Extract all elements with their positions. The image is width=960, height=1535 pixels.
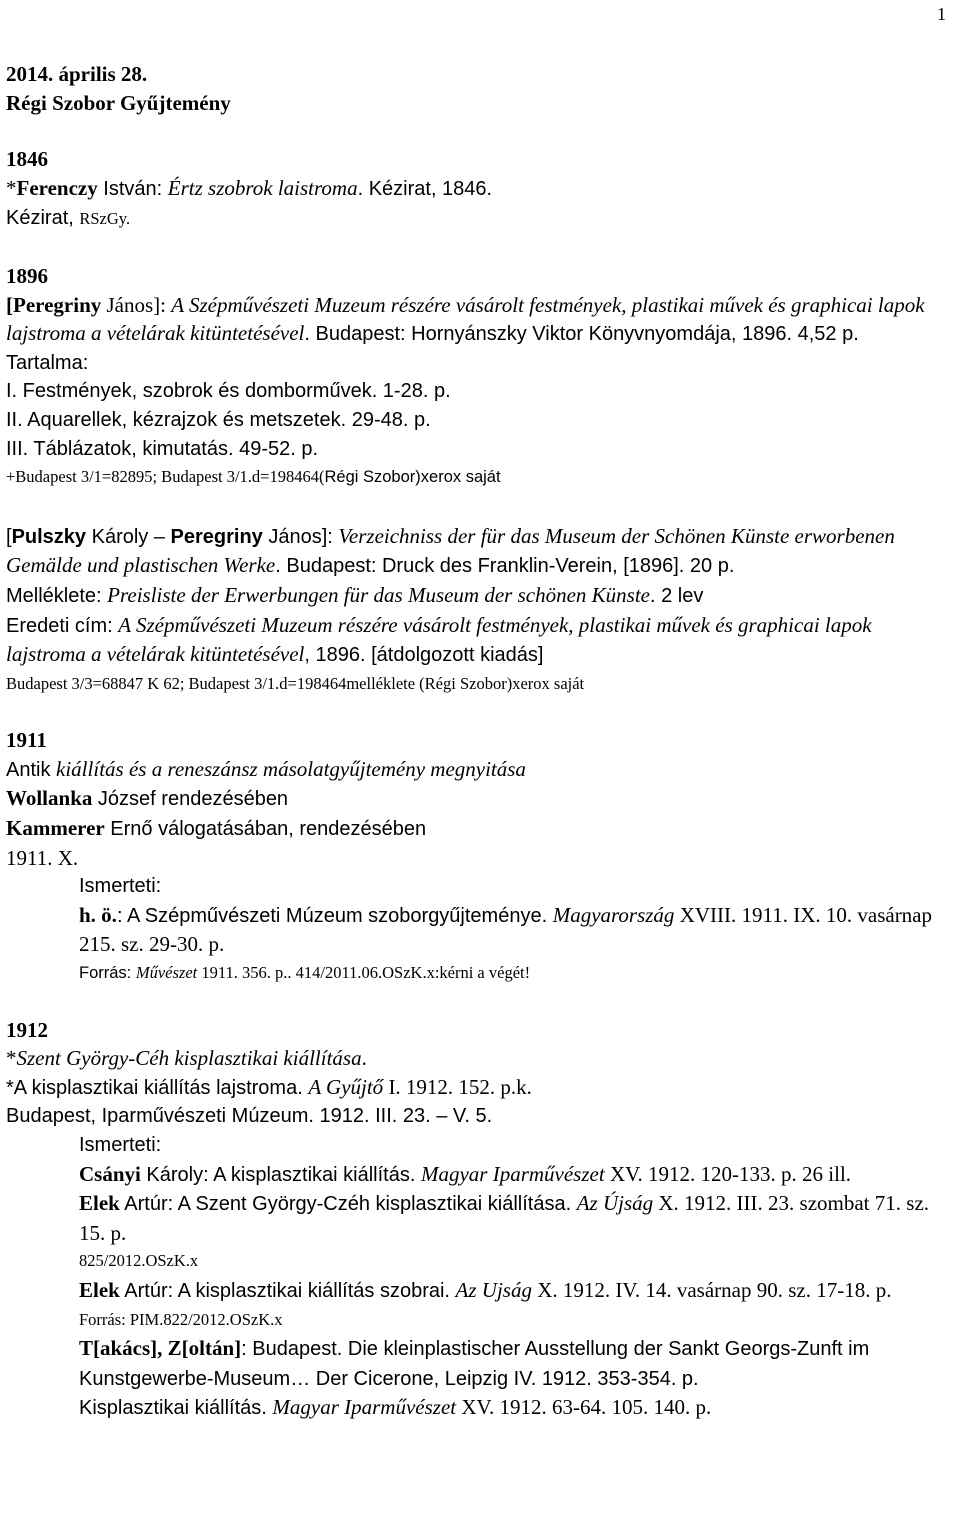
journal-title: Művészet — [135, 963, 198, 983]
text: Ernő válogatásában, rendezésében — [104, 818, 427, 841]
contents-item: I. Festmények, szobrok és domborművek. 1-28. p. — [6, 380, 451, 403]
entry-line — [6, 203, 951, 234]
text: Régi Szobor)xerox saját — [324, 468, 501, 487]
year-heading: 1912 — [6, 1017, 48, 1042]
location-line: Budapest 3/3=68847 K 62; Budapest 3/1.d=198464melléklete (Régi Szobor)xerox saját — [6, 673, 585, 693]
author-name: T[akács], Z[oltán] — [79, 1336, 242, 1361]
entry-line: 1911. X. — [6, 845, 79, 870]
text: Károly: A kisplasztikai kiállítás. — [140, 1163, 421, 1186]
text: Antik — [6, 758, 57, 781]
original-title-line — [6, 611, 951, 670]
year-heading: 1911 — [6, 728, 47, 753]
text: . Kézirat, 1846. — [357, 177, 493, 200]
work-title: A Szépművészeti Muzeum részére vásárolt festmények, plastikai művek és graphicai lapok lajstroma a vételárak kitüntetésével — [6, 292, 925, 346]
person-name: Wollanka — [6, 786, 93, 811]
review-entry — [6, 1189, 951, 1247]
spacer — [6, 698, 951, 726]
supplement-line — [6, 581, 951, 611]
author-name: Pulszky — [11, 525, 87, 548]
text: I. 1912. 152. p.k. — [383, 1074, 532, 1099]
spacer — [6, 117, 951, 145]
entry-line — [6, 1044, 951, 1073]
text: [ — [6, 292, 13, 317]
author-name: Peregriny — [13, 292, 102, 317]
location-line — [6, 463, 951, 492]
entry-line — [6, 174, 951, 204]
text: XV. 1912. 63-64. 105. 140. p. — [456, 1395, 712, 1420]
work-title: Értz szobrok laistroma — [167, 175, 358, 200]
spacer — [6, 988, 951, 1016]
source-line — [6, 959, 951, 988]
entry — [6, 522, 951, 581]
text: , 1896. [átdolgozott kiadás] — [304, 644, 544, 667]
journal-title: Magyar Iparművészet — [420, 1161, 605, 1186]
original-title-label: Eredeti cím: — [6, 614, 119, 637]
exhibition-title: kiállítás és a reneszánsz másolatgyűjtemény megnyitása — [56, 756, 526, 781]
author-name: Elek — [79, 1277, 120, 1302]
publication-info: . Budapest: Hornyánszky Viktor Könyvnyomdája, 1896. 4,52 p. — [304, 323, 859, 346]
spacer — [6, 492, 951, 522]
text: +Budapest 3/1=82895; Budapest 3/1.d=198464( — [6, 467, 325, 487]
entry-line — [6, 784, 951, 814]
contents-item: III. Táblázatok, kimutatás. 49-52. p. — [6, 437, 319, 460]
section-1912 — [6, 1016, 951, 1423]
text: 1911. 356. p.. 414/2011.06.OSzK.x:kérni a végét! — [197, 963, 531, 983]
person-name: Kammerer — [6, 816, 105, 841]
journal-title: Az Újság — [576, 1191, 654, 1216]
author-name: h. ö. — [79, 902, 117, 927]
text: XV. 1912. 120-133. p. 26 ill. — [604, 1161, 852, 1186]
journal-title: Magyar Iparművészet — [272, 1395, 457, 1420]
work-title: A Szépművészeti Muzeum részére vásárolt festmények, plastikai művek és graphicai lapok lajstroma a vételárak kitüntetésével — [6, 612, 872, 667]
review-entry — [6, 1160, 951, 1190]
text: János]: — [262, 525, 339, 548]
source-label: Forrás: — [79, 964, 136, 983]
journal-title: A Gyűjtő — [308, 1074, 384, 1099]
text: János]: — [101, 292, 172, 317]
text: Kézirat, — [6, 207, 80, 230]
page-number: 1 — [937, 4, 946, 24]
work-title: Preisliste der Erwerbungen für das Museum der schönen Künste — [107, 582, 650, 607]
review-label: Ismerteti: — [79, 1134, 162, 1156]
text: István: — [97, 177, 168, 200]
review-entry — [6, 1334, 951, 1393]
entry-line — [6, 814, 951, 844]
text: XVIII. 1911. IX. 10. vasárnap 215. sz. 29-30. p. — [79, 902, 933, 957]
journal-title: Magyarország — [552, 902, 675, 927]
text: . 2 lev — [650, 584, 704, 607]
source-line: Forrás: PIM.822/2012.OSzK.x — [79, 1309, 283, 1329]
section-1911 — [6, 726, 951, 987]
journal-title: Az Ujság — [455, 1277, 532, 1302]
entry — [6, 291, 951, 349]
text: * — [6, 1046, 17, 1071]
author-name: Ferenczy — [16, 175, 98, 200]
review-label: Ismerteti: — [79, 875, 162, 898]
location-line: 825/2012.OSzK.x — [79, 1251, 199, 1271]
review-entry — [6, 901, 951, 959]
text: *A kisplasztikai kiállítás lajstroma. — [6, 1076, 309, 1099]
author-name: Csányi — [79, 1161, 141, 1186]
year-heading: 1896 — [6, 263, 48, 288]
text: : Budapest. Die kleinplastischer Ausstellung der Sankt Georgs-Zunft im Kunstgewerbe-Museum… Der Cicerone, Leipzig IV. 1912. 353-354. p. — [79, 1338, 870, 1390]
text: X. 1912. III. 23. szombat 71. sz. 15. p. — [79, 1191, 930, 1245]
text: Artúr: A kisplasztikai kiállítás szobrai. — [119, 1279, 456, 1302]
text: Károly – — [86, 525, 171, 548]
exhibition-title: Szent György-Céh kisplasztikai kiállítása — [16, 1046, 362, 1071]
review-entry — [6, 1393, 951, 1423]
entry-line: Budapest, Iparművészeti Múzeum. 1912. III. 23. – V. 5. — [6, 1105, 493, 1128]
location-code: RSzGy. — [79, 209, 131, 229]
section-1896 — [6, 262, 951, 698]
text: X. 1912. IV. 14. vasárnap 90. sz. 17-18. p. — [531, 1277, 892, 1302]
section-1846 — [6, 145, 951, 234]
work-title: Verzeichniss der für das Museum der Schönen Künste erworbenen Gemälde und plastischen Werke — [6, 523, 895, 578]
document-date: 2014. április 28. — [6, 62, 148, 86]
entry-line — [6, 755, 951, 785]
text: * — [6, 175, 17, 200]
contents-label: Tartalma: — [6, 351, 89, 374]
supplement-label: Melléklete: — [6, 584, 108, 607]
spacer — [6, 234, 951, 262]
text: . — [361, 1046, 367, 1071]
entry-line — [6, 1073, 951, 1103]
collection-title: Régi Szobor Gyűjtemény — [6, 90, 231, 115]
text: : A Szépművészeti Múzeum szoborgyűjteménye. — [116, 904, 553, 927]
author-name: Elek — [79, 1191, 120, 1216]
text: Artúr: A Szent György-Czéh kisplasztikai kiállítása. — [119, 1193, 577, 1216]
publication-info: . Budapest: Druck des Franklin-Verein, [1896]. 20 p. — [275, 555, 735, 578]
contents-item: II. Aquarellek, kézrajzok és metszetek. 29-48. p. — [6, 408, 431, 431]
year-heading: 1846 — [6, 147, 48, 172]
text: Kisplasztikai kiállítás. — [79, 1397, 273, 1420]
document-body — [6, 60, 951, 1423]
review-entry — [6, 1276, 951, 1306]
author-name: Peregriny — [170, 525, 263, 548]
text: [ — [6, 525, 12, 548]
text: József rendezésében — [92, 788, 289, 811]
